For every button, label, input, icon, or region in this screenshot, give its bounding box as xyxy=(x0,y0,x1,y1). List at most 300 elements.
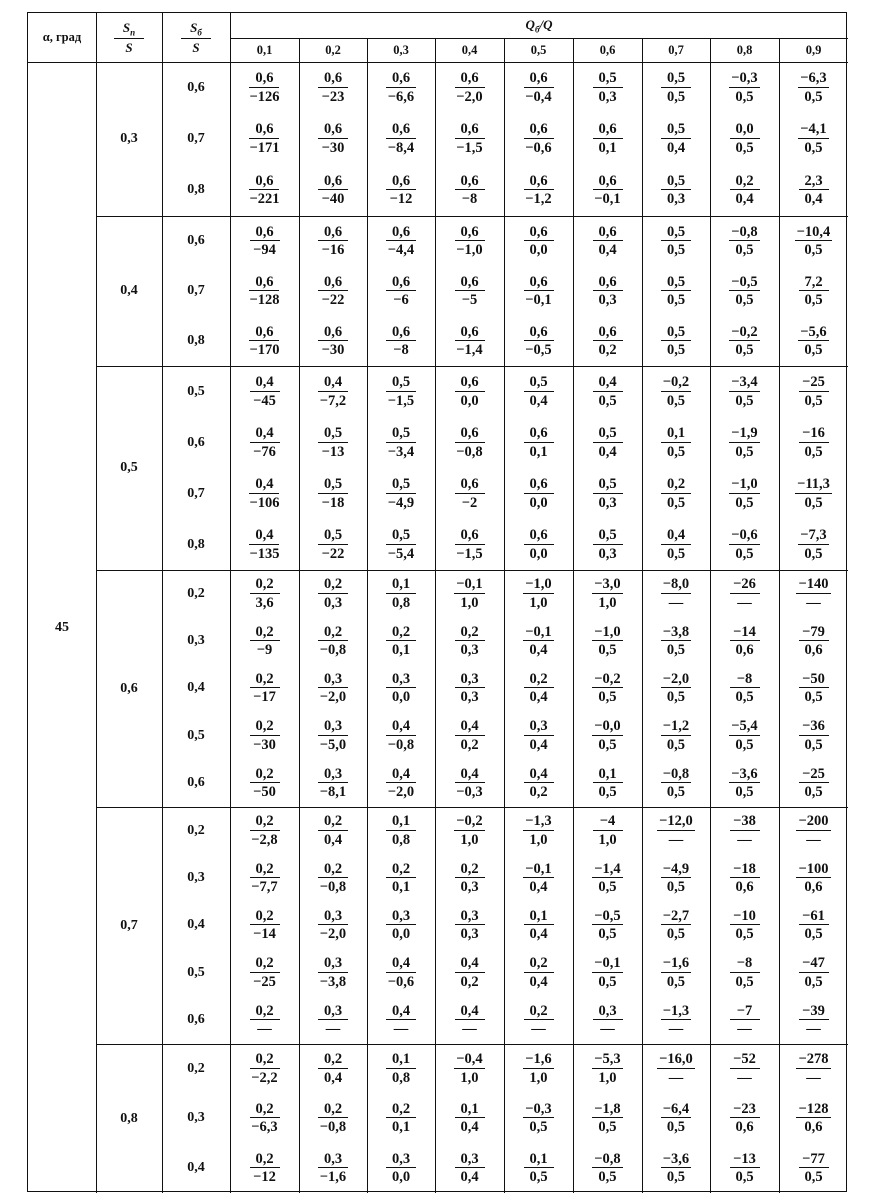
q-ratio-col-8 xyxy=(710,38,779,62)
value-fraction xyxy=(455,1004,485,1037)
value-fraction-numerator: −2,0 xyxy=(662,670,690,687)
table-cell xyxy=(504,570,573,617)
value-fraction xyxy=(249,275,279,308)
table-cell xyxy=(573,316,642,366)
value-fraction-numerator: −50 xyxy=(799,672,829,689)
sb-value: 0,6 xyxy=(187,79,205,95)
value-fraction-numerator: 0,6 xyxy=(593,275,623,292)
table-cell xyxy=(710,468,779,519)
q-ratio-value: 0,3 xyxy=(393,42,409,57)
value-fraction xyxy=(661,909,691,942)
value-fraction xyxy=(661,122,691,155)
table-cell xyxy=(779,366,848,417)
alpha-value-cell xyxy=(28,62,96,1193)
sb-value: 0,2 xyxy=(187,585,205,601)
value-fraction xyxy=(592,625,622,658)
value-fraction-numerator: −25 xyxy=(799,767,829,784)
value-fraction xyxy=(799,375,829,408)
value-fraction-numerator: 0,6 xyxy=(455,174,485,191)
q-ratio-label xyxy=(526,17,553,35)
value-fraction-numerator: 0,6 xyxy=(318,174,348,191)
alpha-header xyxy=(28,13,96,62)
sb-value: 0,8 xyxy=(187,182,205,198)
q-ratio-col-4 xyxy=(435,38,504,62)
table-cell xyxy=(779,417,848,468)
value-fraction xyxy=(798,528,828,561)
value-fraction-denominator: −221 xyxy=(249,191,280,208)
table-cell xyxy=(710,266,779,316)
table-cell xyxy=(710,316,779,366)
sb-value-cell xyxy=(162,519,230,570)
value-fraction-numerator: −1,0 xyxy=(525,576,552,593)
table-cell xyxy=(367,266,435,316)
value-fraction-numerator: −0,1 xyxy=(456,576,483,593)
value-fraction-denominator: 1,0 xyxy=(460,831,479,848)
value-fraction-denominator: 0,0 xyxy=(391,926,411,943)
value-fraction xyxy=(318,814,348,847)
value-fraction xyxy=(455,625,485,658)
value-fraction-denominator: −0,4 xyxy=(525,88,552,105)
value-fraction-numerator: 0,5 xyxy=(661,225,691,242)
value-fraction xyxy=(318,225,348,258)
value-fraction xyxy=(249,325,279,358)
table-cell xyxy=(779,266,848,316)
value-fraction-denominator: 0,4 xyxy=(804,191,823,208)
value-fraction-denominator: 0,6 xyxy=(804,1119,823,1136)
table-cell xyxy=(642,712,710,759)
value-fraction xyxy=(455,174,485,207)
value-fraction-denominator: 0,5 xyxy=(666,292,686,308)
value-fraction xyxy=(386,528,416,561)
value-fraction-numerator: −1,9 xyxy=(731,425,758,441)
sb-value-cell xyxy=(162,316,230,366)
value-fraction-denominator: 0,0 xyxy=(391,689,411,706)
table-cell xyxy=(642,113,710,164)
value-fraction xyxy=(730,1052,760,1085)
value-fraction xyxy=(592,1102,622,1135)
value-fraction-denominator: −170 xyxy=(249,342,280,358)
sp-value: 0,4 xyxy=(120,283,138,298)
value-fraction xyxy=(250,814,280,847)
value-fraction-numerator: −0,2 xyxy=(594,670,621,687)
value-fraction xyxy=(318,477,348,510)
table-cell xyxy=(504,62,573,113)
value-fraction-numerator: −11,3 xyxy=(797,476,830,492)
value-fraction-numerator: −16,0 xyxy=(659,1051,693,1068)
value-fraction xyxy=(386,956,416,989)
value-fraction-denominator: 0,4 xyxy=(666,139,686,156)
sp-group-cell xyxy=(96,1044,162,1193)
value-fraction xyxy=(250,625,280,658)
value-fraction-numerator: 0,6 xyxy=(386,174,416,191)
value-fraction-denominator: — xyxy=(462,1021,477,1038)
value-fraction-denominator: 0,1 xyxy=(391,879,411,896)
value-fraction-numerator: −1,0 xyxy=(594,623,621,640)
table-cell xyxy=(230,807,299,854)
sp-value: 0,5 xyxy=(120,460,138,475)
value-fraction xyxy=(524,719,554,752)
value-fraction-denominator: — xyxy=(668,831,684,848)
value-fraction-denominator: −1,0 xyxy=(456,242,483,258)
value-fraction xyxy=(523,577,553,610)
value-fraction xyxy=(796,577,830,610)
value-fraction xyxy=(250,1052,280,1085)
value-fraction-numerator: −0,6 xyxy=(731,527,758,543)
value-fraction-numerator: 0,3 xyxy=(455,1152,485,1169)
value-fraction xyxy=(455,528,485,561)
table-cell xyxy=(230,617,299,664)
sp-symbol: $S_п$ xyxy=(122,19,136,38)
value-fraction-numerator: 0,2 xyxy=(250,672,280,689)
value-fraction xyxy=(249,477,279,510)
value-fraction-denominator: 0,5 xyxy=(804,1169,823,1186)
value-fraction-numerator: 0,2 xyxy=(250,767,280,784)
value-fraction-numerator: −200 xyxy=(798,813,829,830)
value-fraction-numerator: −38 xyxy=(730,814,760,831)
value-fraction-denominator: 0,5 xyxy=(666,242,686,258)
value-fraction-denominator: 0,5 xyxy=(804,292,823,308)
value-fraction-numerator: 0,1 xyxy=(593,767,623,784)
table-cell xyxy=(435,366,504,417)
value-fraction-numerator: 0,2 xyxy=(455,862,485,879)
value-fraction xyxy=(593,174,623,207)
value-fraction xyxy=(318,71,348,104)
table-cell xyxy=(779,807,848,854)
value-fraction-denominator: −30 xyxy=(253,736,276,753)
table-cell xyxy=(573,1143,642,1193)
table-cell xyxy=(367,165,435,216)
value-fraction xyxy=(318,426,348,459)
table-cell xyxy=(504,712,573,759)
value-fraction-numerator: −0,2 xyxy=(456,813,483,830)
value-fraction xyxy=(593,426,623,459)
value-fraction-denominator: 0,5 xyxy=(804,926,823,943)
value-fraction-denominator: 0,0 xyxy=(529,494,548,511)
value-fraction-denominator: — xyxy=(737,594,752,611)
table-cell xyxy=(230,712,299,759)
value-fraction-denominator: −2,8 xyxy=(251,831,278,848)
table-cell xyxy=(779,468,848,519)
sb-value-cell xyxy=(162,468,230,519)
table-cell xyxy=(779,854,848,901)
value-fraction-denominator: 0,5 xyxy=(666,494,686,511)
table-cell xyxy=(642,902,710,949)
value-fraction-denominator: −0,6 xyxy=(525,139,552,156)
table-cell xyxy=(367,665,435,712)
table-cell xyxy=(299,760,367,807)
value-fraction xyxy=(661,477,691,510)
value-fraction-numerator: 0,6 xyxy=(455,275,485,292)
table-cell xyxy=(710,949,779,996)
sb-value: 0,3 xyxy=(187,870,205,886)
sb-value: 0,4 xyxy=(187,680,205,696)
column-rule xyxy=(162,13,163,1193)
table-cell xyxy=(435,417,504,468)
value-fraction-denominator: — xyxy=(257,1021,272,1038)
value-fraction-numerator: −1,6 xyxy=(662,955,690,972)
value-fraction-denominator: −0,1 xyxy=(525,292,552,308)
table-cell xyxy=(367,113,435,164)
value-fraction-numerator: 0,6 xyxy=(524,71,554,88)
value-fraction-numerator: 0,6 xyxy=(455,477,485,494)
sb-value-cell xyxy=(162,902,230,949)
value-fraction-denominator: −0,1 xyxy=(594,191,621,208)
table-cell xyxy=(642,665,710,712)
value-fraction xyxy=(592,672,622,705)
value-fraction-denominator: 0,4 xyxy=(529,736,548,753)
value-fraction-numerator: −3,8 xyxy=(662,623,690,640)
column-rule xyxy=(504,38,505,1193)
table-cell xyxy=(504,902,573,949)
value-fraction-denominator: −135 xyxy=(249,545,280,562)
table-cell xyxy=(642,519,710,570)
sb-value: 0,2 xyxy=(187,1060,205,1076)
value-fraction xyxy=(386,625,416,658)
sb-value-cell xyxy=(162,216,230,266)
value-fraction xyxy=(661,1152,691,1185)
value-fraction xyxy=(318,577,348,610)
value-fraction-denominator: 0,5 xyxy=(735,392,754,409)
group-separator xyxy=(96,807,848,808)
table-cell xyxy=(642,417,710,468)
value-fraction xyxy=(661,174,691,207)
value-fraction xyxy=(386,814,416,847)
table-cell xyxy=(435,807,504,854)
table-cell xyxy=(504,807,573,854)
value-fraction-denominator: 0,5 xyxy=(735,784,754,801)
table-cell xyxy=(573,266,642,316)
value-fraction-denominator: — xyxy=(668,1021,684,1038)
value-fraction xyxy=(250,375,280,408)
value-fraction-numerator: 0,2 xyxy=(250,1152,280,1169)
value-fraction xyxy=(455,862,485,895)
value-fraction-denominator: −16 xyxy=(321,242,345,258)
value-fraction xyxy=(729,225,759,258)
q-ratio-col-3 xyxy=(367,38,435,62)
column-rule xyxy=(96,13,97,1193)
sb-value-cell xyxy=(162,570,230,617)
value-fraction-numerator: −10 xyxy=(730,909,760,926)
table-cell xyxy=(435,902,504,949)
value-fraction-numerator: 0,4 xyxy=(661,528,691,545)
value-fraction-numerator: 0,3 xyxy=(386,672,416,689)
table-cell xyxy=(573,949,642,996)
value-fraction-numerator: 0,4 xyxy=(386,719,416,736)
value-fraction xyxy=(455,719,485,752)
table-cell xyxy=(299,807,367,854)
value-fraction-denominator: −2,0 xyxy=(319,689,347,706)
sp-value: 0,7 xyxy=(120,917,138,933)
value-fraction-numerator: 0,6 xyxy=(524,275,554,292)
value-fraction-denominator: 0,5 xyxy=(598,736,617,753)
value-fraction xyxy=(661,767,691,800)
value-fraction xyxy=(455,275,485,308)
table-cell xyxy=(573,468,642,519)
value-fraction-denominator: −5,0 xyxy=(319,736,347,753)
value-fraction-denominator: 0,0 xyxy=(460,392,479,409)
value-fraction-denominator: −2,0 xyxy=(387,784,415,801)
table-cell xyxy=(367,949,435,996)
value-fraction xyxy=(318,719,348,752)
value-fraction xyxy=(593,122,623,155)
value-fraction xyxy=(593,375,623,408)
sb-value-cell xyxy=(162,949,230,996)
value-fraction-denominator: 0,4 xyxy=(529,642,548,659)
sb-value: 0,2 xyxy=(187,822,205,838)
value-fraction-numerator: 0,2 xyxy=(250,719,280,736)
value-fraction-numerator: 0,3 xyxy=(318,909,348,926)
value-fraction-denominator: 0,5 xyxy=(804,342,823,358)
value-fraction-denominator: 0,5 xyxy=(666,736,686,753)
value-fraction xyxy=(592,719,622,752)
value-fraction-numerator: −14 xyxy=(730,625,760,642)
q-ratio-value: 0,5 xyxy=(530,42,547,57)
value-fraction xyxy=(455,1102,485,1135)
value-fraction-denominator: 0,4 xyxy=(460,1169,479,1186)
value-fraction-denominator: 0,2 xyxy=(529,784,548,801)
value-fraction-numerator: 0,6 xyxy=(524,325,554,342)
value-fraction xyxy=(455,1152,485,1185)
value-fraction xyxy=(523,1102,553,1135)
value-fraction-numerator: −0,4 xyxy=(456,1051,483,1068)
table-cell xyxy=(779,997,848,1044)
value-fraction-numerator: −1,0 xyxy=(731,476,758,492)
value-fraction xyxy=(592,909,622,942)
value-fraction-numerator: 0,1 xyxy=(455,1102,485,1119)
value-fraction-numerator: 0,6 xyxy=(249,325,279,342)
value-fraction-numerator: −0,2 xyxy=(662,374,690,390)
q-ratio-value: 0,7 xyxy=(668,42,684,57)
value-fraction-numerator: 0,5 xyxy=(593,426,623,443)
value-fraction xyxy=(657,814,695,847)
value-fraction-numerator: 0,4 xyxy=(386,1004,416,1021)
value-fraction-denominator: −17 xyxy=(253,689,276,706)
table-cell xyxy=(435,468,504,519)
value-fraction-numerator: 0,5 xyxy=(318,528,348,545)
table-cell xyxy=(299,316,367,366)
sb-value: 0,4 xyxy=(187,1160,205,1176)
value-fraction xyxy=(729,275,759,308)
table-cell xyxy=(642,468,710,519)
table-cell xyxy=(642,266,710,316)
value-fraction-numerator: 2,3 xyxy=(799,174,829,191)
table-cell xyxy=(299,902,367,949)
sb-value: 0,4 xyxy=(187,917,205,933)
value-fraction-numerator: −128 xyxy=(798,1100,829,1117)
value-fraction xyxy=(524,767,554,800)
value-fraction-denominator: 0,5 xyxy=(598,642,617,659)
sb-value-cell xyxy=(162,1044,230,1094)
table-cell xyxy=(435,216,504,266)
value-fraction-numerator: −0,0 xyxy=(594,718,621,735)
value-fraction xyxy=(798,325,828,358)
value-fraction-denominator: — xyxy=(737,1021,752,1038)
value-fraction xyxy=(796,862,830,895)
table-cell xyxy=(435,519,504,570)
value-fraction-denominator: −0,6 xyxy=(387,973,415,990)
value-fraction-numerator: 0,6 xyxy=(524,426,554,443)
value-fraction xyxy=(593,528,623,561)
value-fraction-numerator: 0,2 xyxy=(250,1102,280,1119)
value-fraction-numerator: 0,2 xyxy=(318,1052,348,1069)
value-fraction-numerator: −4,9 xyxy=(662,860,690,877)
value-fraction-numerator: 0,2 xyxy=(524,1004,554,1021)
table-cell xyxy=(299,1143,367,1193)
q-ratio-value: 0,8 xyxy=(736,42,753,57)
value-fraction-denominator: −2,0 xyxy=(319,926,347,943)
value-fraction-numerator: −18 xyxy=(730,862,760,879)
value-fraction-numerator: −5,6 xyxy=(800,323,827,340)
value-fraction-numerator: 0,5 xyxy=(318,477,348,494)
value-fraction-numerator: 0,5 xyxy=(386,477,416,494)
value-fraction-denominator: 0,5 xyxy=(666,926,686,943)
value-fraction-numerator: 0,2 xyxy=(250,909,280,926)
value-fraction-numerator: 0,4 xyxy=(249,528,279,545)
value-fraction-denominator: 0,5 xyxy=(598,1119,617,1136)
value-fraction-numerator: 0,3 xyxy=(524,719,554,736)
table-cell xyxy=(367,366,435,417)
q-ratio-col-1 xyxy=(230,38,299,62)
value-fraction-denominator: 0,5 xyxy=(735,973,754,990)
value-fraction xyxy=(592,1052,622,1085)
value-fraction-numerator: 0,6 xyxy=(455,122,485,139)
value-fraction-numerator: −5,3 xyxy=(594,1051,621,1068)
sp-group-cell xyxy=(96,216,162,366)
table-cell xyxy=(779,665,848,712)
value-fraction xyxy=(318,122,348,155)
value-fraction-numerator: 0,6 xyxy=(249,71,279,88)
column-rule xyxy=(367,38,368,1193)
value-fraction-denominator: 0,5 xyxy=(735,139,754,156)
value-fraction-denominator: 0,5 xyxy=(666,1169,686,1186)
value-fraction-numerator: 0,6 xyxy=(524,122,554,139)
value-fraction-denominator: −40 xyxy=(321,191,345,208)
table-cell xyxy=(710,665,779,712)
value-fraction-numerator: 0,6 xyxy=(318,275,348,292)
value-fraction-denominator: 0,3 xyxy=(598,494,617,511)
sb-value-cell xyxy=(162,266,230,316)
value-fraction xyxy=(661,426,691,459)
table-cell xyxy=(367,468,435,519)
value-fraction xyxy=(318,909,348,942)
value-fraction xyxy=(386,375,416,408)
value-fraction xyxy=(250,1102,280,1135)
sb-value: 0,8 xyxy=(187,536,205,552)
value-fraction xyxy=(318,767,348,800)
value-fraction xyxy=(386,1152,416,1185)
value-fraction-denominator: 3,6 xyxy=(255,594,274,611)
value-fraction-numerator: −278 xyxy=(798,1051,829,1068)
value-fraction-numerator: −3,4 xyxy=(731,374,758,390)
table-cell xyxy=(230,665,299,712)
sb-value-cell xyxy=(162,417,230,468)
value-fraction-denominator: 0,5 xyxy=(598,689,617,706)
value-fraction-denominator: −1,2 xyxy=(525,191,552,208)
value-fraction xyxy=(730,577,760,610)
value-fraction-numerator: −52 xyxy=(730,1052,760,1069)
value-fraction-denominator: — xyxy=(806,1069,821,1086)
value-fraction-numerator: 0,1 xyxy=(661,426,691,443)
table-cell xyxy=(710,760,779,807)
alpha-header-label: α, град xyxy=(42,30,82,44)
table-cell xyxy=(367,854,435,901)
table-cell xyxy=(367,807,435,854)
value-fraction-numerator: 0,6 xyxy=(455,375,485,392)
value-fraction xyxy=(661,862,691,895)
value-fraction-denominator: −1,5 xyxy=(456,545,483,562)
value-fraction xyxy=(523,625,553,658)
value-fraction xyxy=(729,325,759,358)
